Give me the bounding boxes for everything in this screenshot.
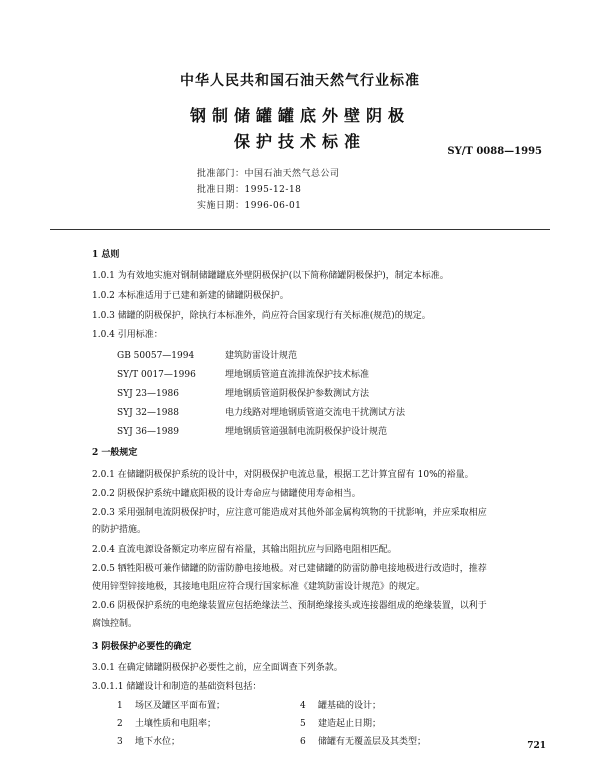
section-3-heading: 3 阴极保护必要性的确定: [92, 642, 192, 652]
clause-2-0-1: 2.0.1 在储罐阴极保护系统的设计中，对阴极保护电流总量，根据工艺计算宜留有 10%的裕量。: [92, 470, 474, 480]
list-item-text: 储罐有无覆盖层及其类型；: [318, 737, 427, 747]
list-item-number: 4: [300, 701, 306, 711]
header-divider: [50, 229, 550, 230]
reference-standard: [117, 348, 297, 361]
list-item: [300, 700, 540, 712]
approving-authority: 批准部门：中国石油天然气总公司: [197, 169, 340, 179]
reference-title: 建筑防雷设计规范: [225, 351, 298, 361]
list-item-number: 1: [117, 701, 123, 711]
section-2-heading: 2 一般规定: [92, 448, 138, 458]
clause-3-0-1: 3.0.1 在确定储罐阴极保护必要性之前，应全面调查下列条款。: [92, 663, 343, 673]
list-item: [117, 718, 216, 730]
clause-2-0-6: 2.0.6 阴极保护系统的电绝缘装置应包括绝缘法兰、预制绝缘接头或连接器组成的绝缘装置，以利于: [92, 601, 487, 611]
clause-3-0-1-1: 3.0.1.1 储罐设计和制造的基础资料包括：: [92, 682, 262, 692]
reference-title: 电力线路对埋地钢质管道交流电干扰测试方法: [225, 408, 406, 418]
reference-standard: [117, 424, 387, 437]
reference-code: SYJ 36—1989: [117, 427, 179, 437]
list-item: [300, 736, 540, 748]
list-item-number: 6: [300, 737, 306, 747]
clause-2-0-2: 2.0.2 阴极保护系统中罐底阳极的设计寿命应与储罐使用寿命相当。: [92, 489, 361, 499]
reference-code: GB 50057—1994: [117, 351, 195, 361]
reference-title: 埋地钢质管道阴极保护参数测试方法: [225, 389, 370, 399]
list-item: [300, 718, 540, 730]
clause-2-0-5: 2.0.5 牺牲阳极可兼作储罐的防雷防静电接地极。对已建储罐的防雷防静电接地极进行改造时，推荐: [92, 564, 487, 574]
reference-title: 埋地钢质管道直流排流保护技术标准: [225, 370, 370, 380]
list-item-text: 场区及罐区平面布置；: [135, 701, 226, 711]
reference-code: SY/T 0017—1996: [117, 370, 196, 380]
implementation-date: 实施日期：1996-06-01: [197, 201, 302, 211]
reference-code: SYJ 23—1986: [117, 389, 179, 399]
list-item-text: 地下水位；: [135, 737, 181, 747]
clause-1-0-1: 1.0.1 为有效地实施对钢制储罐罐底外壁阴极保护(以下简称储罐阴极保护)，制定本标准。: [92, 271, 449, 281]
list-item: [117, 700, 225, 712]
list-item-number: 2: [117, 719, 123, 729]
page-number: 721: [527, 741, 546, 751]
standard-code: SY/T 0088—1995: [447, 146, 542, 157]
approval-date: 批准日期：1995-12-18: [197, 185, 302, 195]
list-item: [117, 736, 180, 748]
list-item-text: 建造起止日期；: [318, 719, 382, 729]
clause-1-0-2: 1.0.2 本标准适用于已建和新建的储罐阴极保护。: [92, 291, 289, 301]
clause-1-0-4: 1.0.4 引用标准：: [92, 330, 163, 340]
clause-1-0-3: 1.0.3 储罐的阴极保护，除执行本标准外，尚应符合国家现行有关标准(规范)的规定。: [92, 311, 431, 321]
list-item-number: 5: [300, 719, 306, 729]
clause-2-0-4: 2.0.4 直流电源设备额定功率应留有裕量，其输出阻抗应与回路电阻相匹配。: [92, 545, 397, 555]
standard-title-line-1: 钢制储罐罐底外壁阴极: [189, 106, 410, 125]
reference-title: 埋地钢质管道强制电流阴极保护设计规范: [225, 427, 388, 437]
list-item-text: 罐基础的设计；: [318, 701, 382, 711]
clause-2-0-3-continued: 的防护措施。: [92, 525, 147, 535]
reference-standard: [117, 367, 369, 380]
section-1-heading: 1 总则: [92, 250, 120, 260]
clause-2-0-3: 2.0.3 采用强制电流阴极保护时，应注意可能造成对其他外部金属构筑物的干扰影响，并应采取相应: [92, 508, 487, 518]
reference-code: SYJ 32—1988: [117, 408, 179, 418]
list-continuation: [300, 700, 540, 747]
standard-title-line-2: 保护技术标准: [233, 132, 366, 151]
clause-2-0-6-continued: 腐蚀控制。: [92, 619, 138, 629]
clause-2-0-5-continued: 使用锌型锌接地极，其接地电阻应符合现行国家标准《建筑防雷设计规范》的规定。: [92, 582, 426, 592]
industry-standard-title: 中华人民共和国石油天然气行业标准: [180, 73, 420, 89]
reference-standard: [117, 405, 405, 418]
list-item-number: 3: [117, 737, 123, 747]
list-item-text: 土壤性质和电阻率；: [135, 719, 217, 729]
reference-standard: [117, 386, 369, 399]
